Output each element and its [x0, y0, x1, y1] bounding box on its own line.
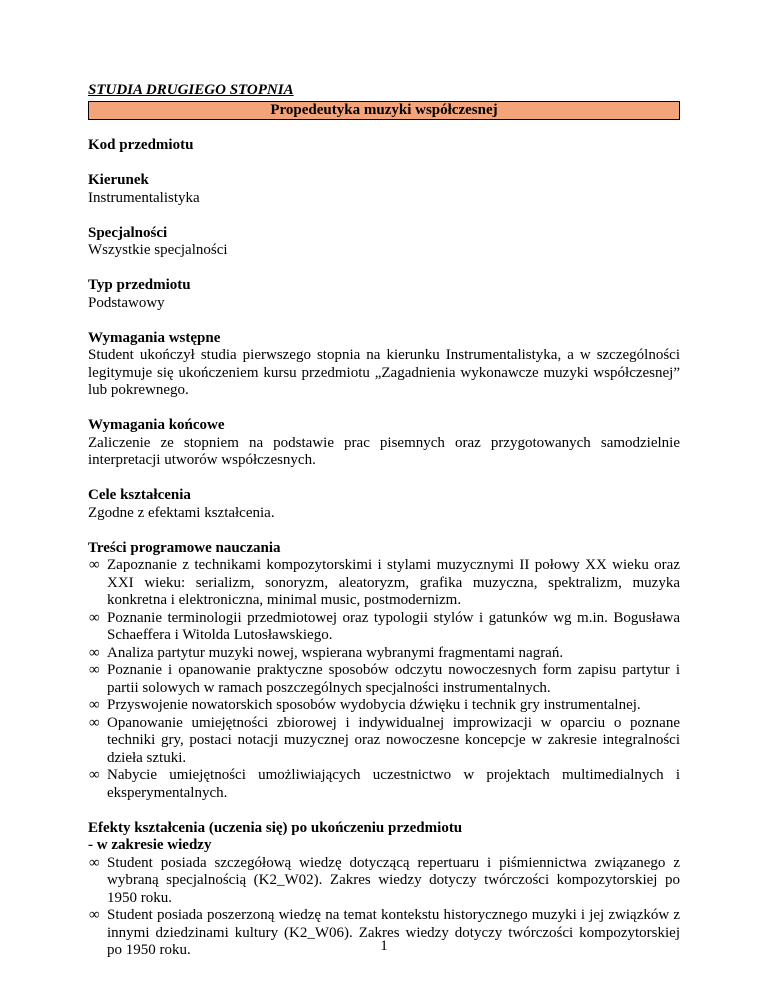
final-requirements-section [88, 417, 680, 470]
document-page [88, 82, 680, 960]
infinity-bullet-icon: ∞ [89, 907, 100, 923]
goals-label: Cele kształcenia [88, 487, 191, 503]
content-item-text: Poznanie terminologii przedmiotowej oraz typologii stylów i gatunków wg m.in. Bogusława Schaeffera i Witolda Lutosławskiego. [107, 609, 680, 643]
infinity-bullet-icon: ∞ [89, 662, 100, 678]
infinity-bullet-icon: ∞ [89, 854, 100, 871]
content-item-text: Poznanie i opanowanie praktyczne sposobów odczytu nowoczesnych form zapisu partytur i partii solowych w ramach poszczególnych specjalności instrumentalnych. [107, 662, 680, 696]
content-item [88, 662, 680, 697]
infinity-bullet-icon: ∞ [89, 644, 100, 661]
infinity-bullet-icon: ∞ [89, 609, 100, 626]
course-code-label: Kod przedmiotu [88, 137, 194, 153]
goals-text: Zgodne z efektami kształcenia. [88, 504, 275, 521]
course-type-section [88, 277, 680, 312]
infinity-bullet-icon: ∞ [89, 697, 100, 713]
specializations-label: Specjalności [88, 224, 168, 241]
outcome-item-text: Student posiada poszerzoną wiedzę na temat kontekstu historycznego muzyki i jej związków z innymi dziedzinami kultury (K2_W06). Zakres wiedzy dotyczy twórczości kompozytorskiej po 1950 roku. [107, 907, 680, 958]
content-item [88, 715, 680, 768]
content-item [88, 557, 680, 610]
page-number: 1 [380, 938, 388, 954]
prerequisites-section [88, 330, 680, 400]
specializations-value: Wszystkie specjalności [88, 242, 228, 258]
content-item-text: Przyswojenie nowatorskich sposobów wydobycia dźwięku i technik gry instrumentalnej. [107, 697, 641, 713]
content-item [88, 610, 680, 645]
outcomes-label: Efekty kształcenia (uczenia się) po ukończeniu przedmiotu [88, 819, 463, 836]
program-level-heading: STUDIA DRUGIEGO STOPNIA [88, 82, 294, 98]
course-title-banner: Propedeutyka muzyki współczesnej [88, 101, 680, 120]
specializations-section [88, 225, 680, 260]
content-section [88, 540, 680, 803]
content-item [88, 645, 680, 663]
course-type-value: Podstawowy [88, 294, 165, 311]
content-item-text: Analiza partytur muzyki nowej, wspierana wybranymi fragmentami nagrań. [107, 644, 564, 661]
goals-section [88, 487, 680, 522]
content-item-text: Nabycie umiejętności umożliwiających uczestnictwo w projektach multimedialnych i eksperymentalnych. [107, 767, 680, 801]
infinity-bullet-icon: ∞ [89, 767, 100, 783]
infinity-bullet-icon: ∞ [89, 714, 100, 731]
final-requirements-text: Zaliczenie ze stopniem na podstawie prac pisemnych oraz przygotowanych samodzielnie interpretacji utworów współczesnych. [88, 434, 680, 468]
direction-label: Kierunek [88, 172, 149, 188]
content-item-text: Zapoznanie z technikami kompozytorskimi i stylami muzycznymi II połowy XX wieku oraz XXI wieku: serializm, sonoryzm, aleatoryzm, grafika muzyczna, spektralizm, muzyka konkretna i elektroniczna, minimal music, postmodernizm. [107, 557, 680, 608]
content-item-text: Opanowanie umiejętności zbiorowej i indywidualnej improwizacji w oparciu o poznane techniki gry, postaci notacji muzycznej oraz nowoczesne koncepcje w zakresie integralności dzieła sztuki. [107, 714, 680, 766]
content-item [88, 697, 680, 715]
content-label: Treści programowe nauczania [88, 539, 281, 556]
infinity-bullet-icon: ∞ [89, 557, 100, 573]
outcome-item-text: Student posiada szczegółową wiedzę dotyczącą repertuaru i piśmiennictwa związanego z wybraną specjalnością (K2_W02). Zakres wiedzy dotyczy twórczości kompozytorskiej po 1950 roku. [107, 854, 680, 906]
direction-section [88, 172, 680, 207]
course-type-label: Typ przedmiotu [88, 277, 191, 293]
final-requirements-label: Wymagania końcowe [88, 417, 225, 433]
course-code-section [88, 137, 680, 155]
content-item [88, 767, 680, 802]
prerequisites-text: Student ukończył studia pierwszego stopnia na kierunku Instrumentalistyka, a w szczególności legitymuje się ukończeniem kursu przedmiotu „Zagadnienia wykonawcze muzyki współczesnej” lub pokrewnego. [88, 347, 680, 398]
prerequisites-label: Wymagania wstępne [88, 329, 221, 346]
direction-value: Instrumentalistyka [88, 189, 200, 206]
outcome-item [88, 855, 680, 908]
content-list [88, 557, 680, 802]
outcomes-knowledge-sublabel: - w zakresie wiedzy [88, 837, 212, 853]
